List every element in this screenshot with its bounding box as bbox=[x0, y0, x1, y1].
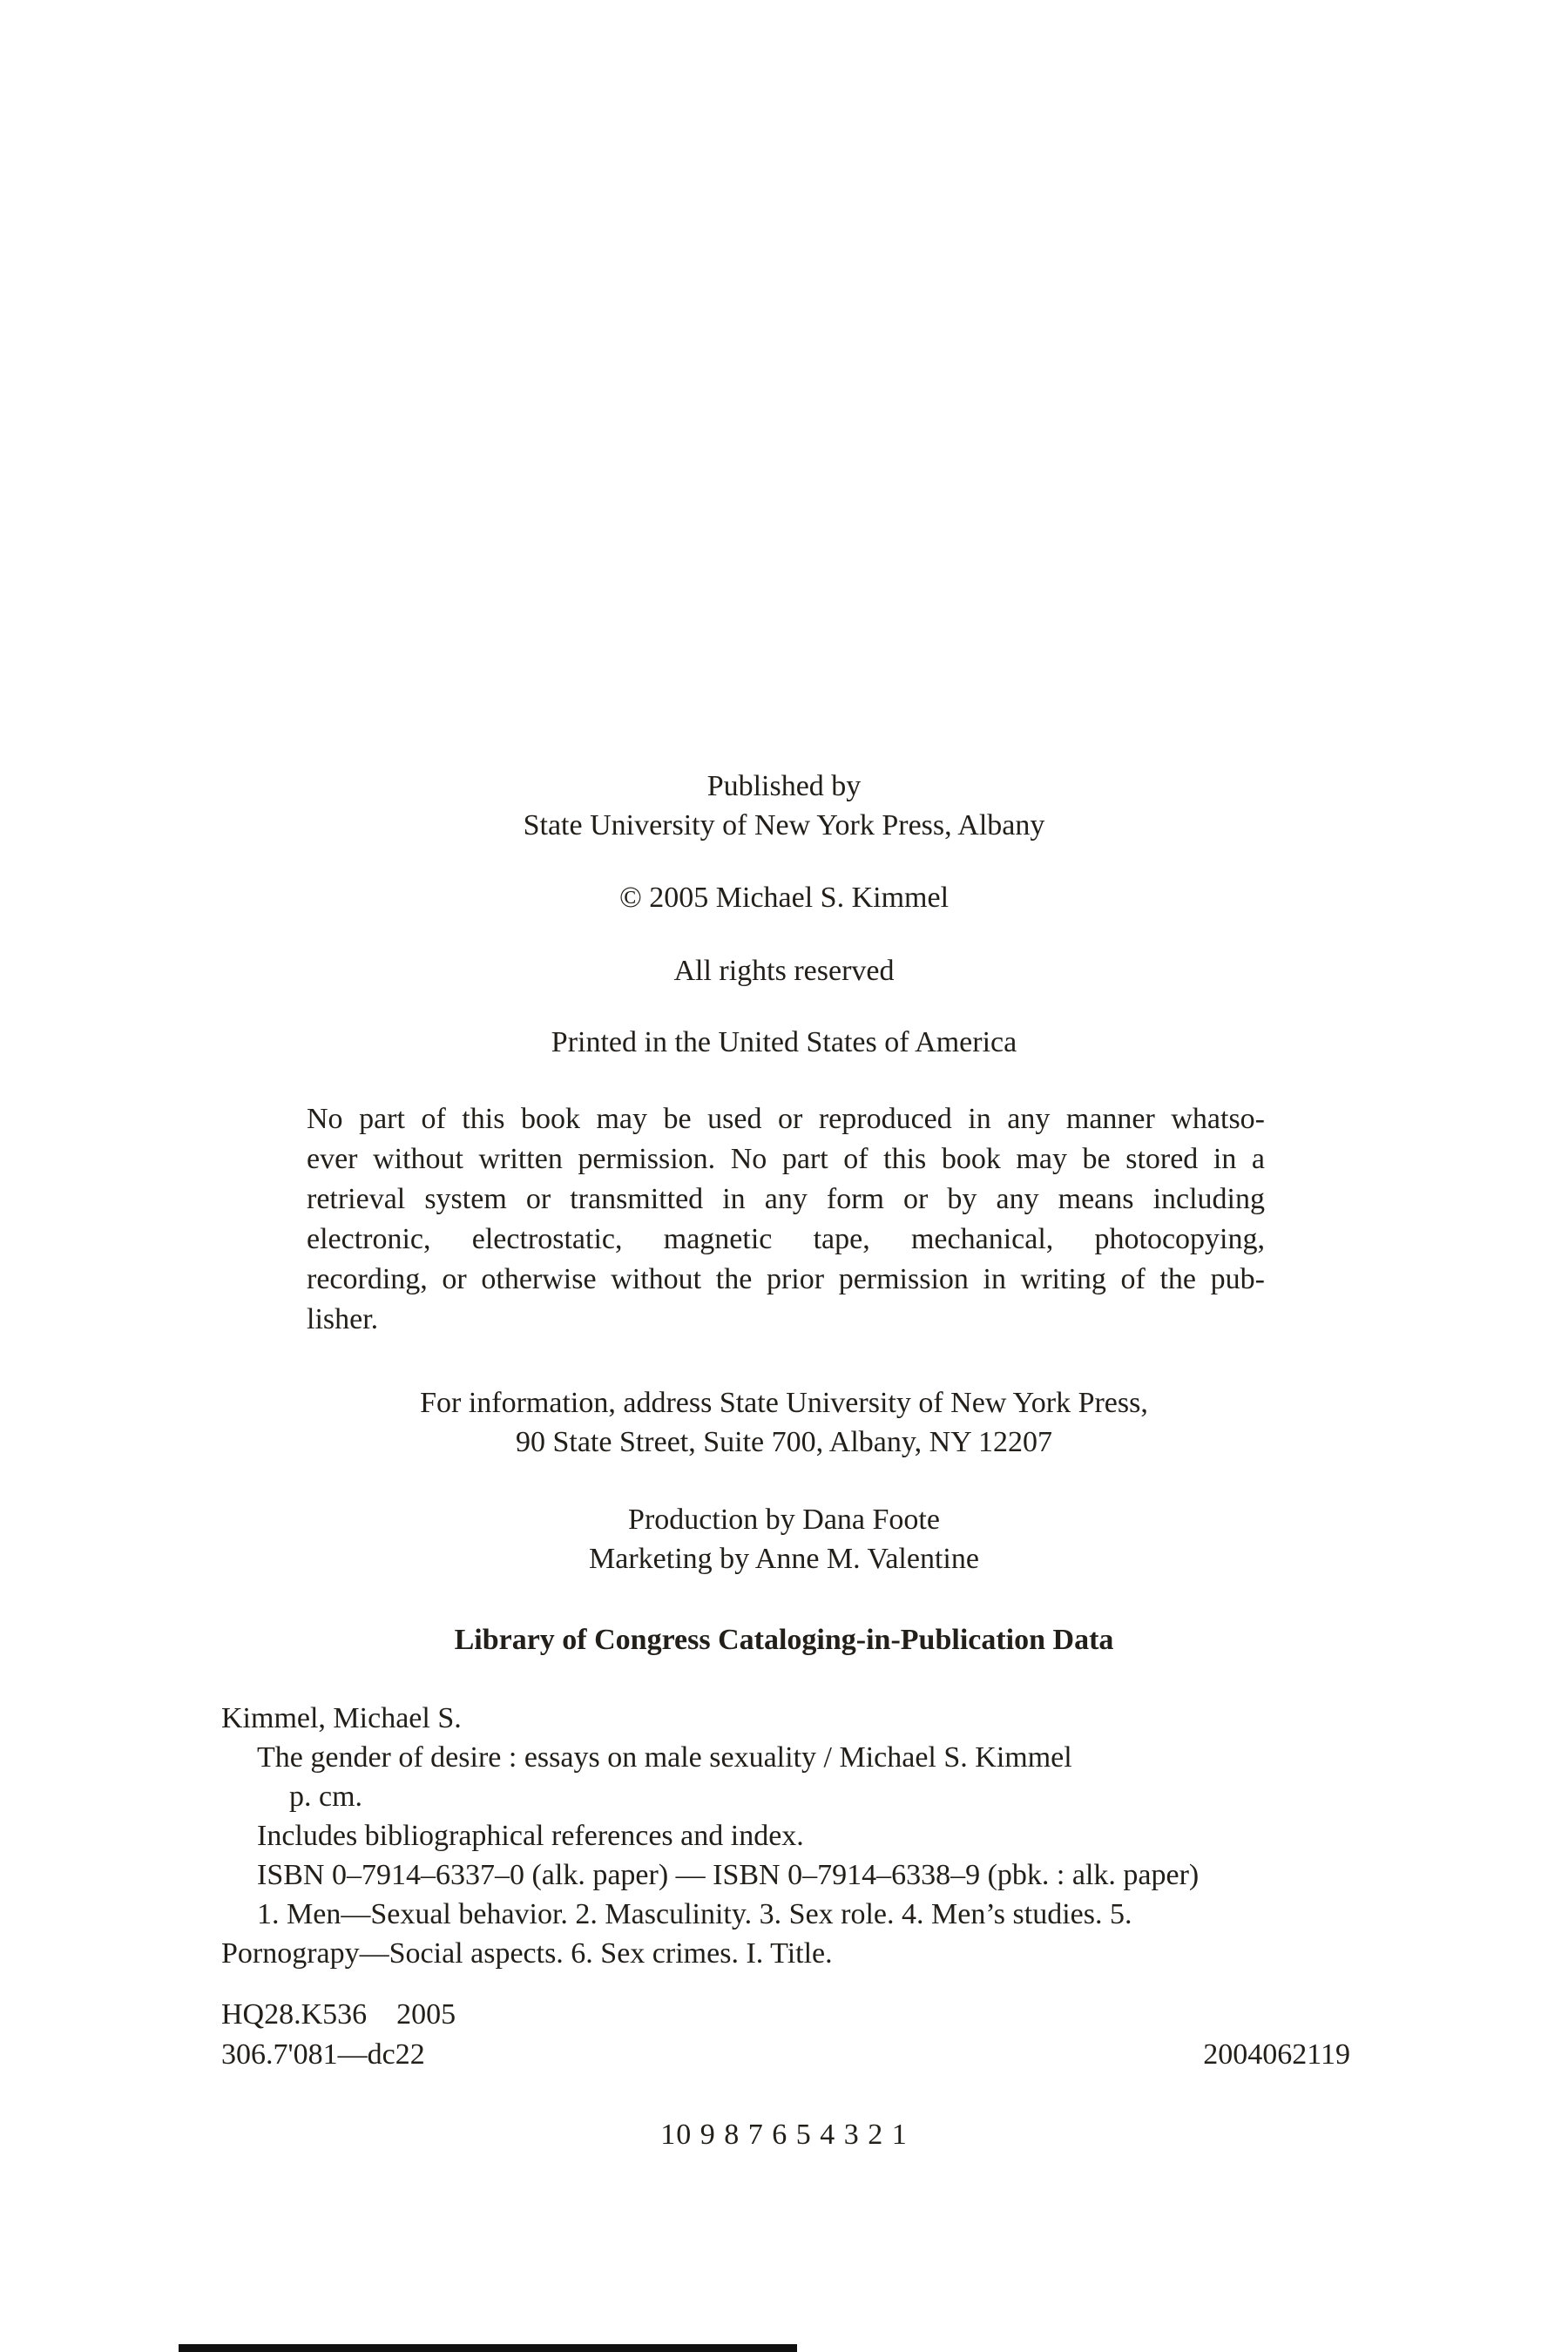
printing-sequence-line: 10 9 8 7 6 5 4 3 2 1 bbox=[660, 2119, 908, 2151]
cataloging-line: Kimmel, Michael S. bbox=[221, 1702, 462, 1734]
cataloging-line: 1. Men—Sexual behavior. 2. Masculinity. 3. Sex role. 4. Men’s studies. 5. bbox=[257, 1898, 1132, 1930]
permission-line: ever without written permission. No part of this book may be stored in a bbox=[307, 1143, 1265, 1175]
permission-paragraph bbox=[307, 1099, 1265, 1340]
permission-line: recording, or otherwise without the prior permission in writing of the pub- bbox=[307, 1263, 1265, 1295]
cataloging-line: The gender of desire : essays on male sexuality / Michael S. Kimmel bbox=[257, 1741, 1072, 1774]
permission-line: No part of this book may be used or reproduced in any manner whatso- bbox=[307, 1103, 1265, 1135]
cataloging-line: Includes bibliographical references and index. bbox=[257, 1820, 804, 1852]
call-number-line: HQ28.K536 2005 bbox=[221, 1998, 456, 2031]
publisher-block bbox=[0, 767, 1568, 845]
cataloging-line: Pornograpy—Social aspects. 6. Sex crimes. I. Title. bbox=[221, 1937, 833, 1970]
address-line-1: For information, address State University of New York Press, bbox=[420, 1387, 1148, 1419]
address-line-2: 90 State Street, Suite 700, Albany, NY 12207 bbox=[515, 1426, 1053, 1458]
address-block bbox=[0, 1383, 1568, 1462]
scan-artifact-bar bbox=[179, 2344, 797, 2352]
printed-in-line: Printed in the United States of America bbox=[551, 1026, 1017, 1058]
loc-cataloging-block bbox=[221, 1699, 1350, 1973]
marketing-credit-line: Marketing by Anne M. Valentine bbox=[589, 1543, 979, 1575]
loc-control-number: 2004062119 bbox=[1203, 2038, 1350, 2071]
production-credit-line: Production by Dana Foote bbox=[628, 1504, 940, 1536]
cataloging-line: ISBN 0–7914–6337–0 (alk. paper) — ISBN 0–7914–6338–9 (pbk. : alk. paper) bbox=[257, 1859, 1200, 1891]
credits-block bbox=[0, 1500, 1568, 1578]
copyright-line: © 2005 Michael S. Kimmel bbox=[618, 882, 950, 914]
call-number-block bbox=[221, 1995, 1350, 2075]
dewey-number: 306.7'081—dc22 bbox=[221, 2038, 425, 2071]
permission-line: lisher. bbox=[307, 1303, 379, 1335]
published-by-line: Published by bbox=[706, 770, 862, 802]
rights-reserved-line: All rights reserved bbox=[673, 955, 895, 987]
cataloging-line: p. cm. bbox=[289, 1781, 363, 1813]
permission-line: retrieval system or transmitted in any form or by any means including bbox=[307, 1183, 1265, 1215]
dewey-control-row bbox=[221, 2035, 1350, 2075]
loc-cataloging-heading: Library of Congress Cataloging-in-Publication Data bbox=[454, 1624, 1114, 1656]
permission-line: electronic, electrostatic, magnetic tape, mechanical, photocopying, bbox=[307, 1223, 1265, 1255]
publisher-name-line: State University of New York Press, Albany bbox=[523, 809, 1045, 841]
